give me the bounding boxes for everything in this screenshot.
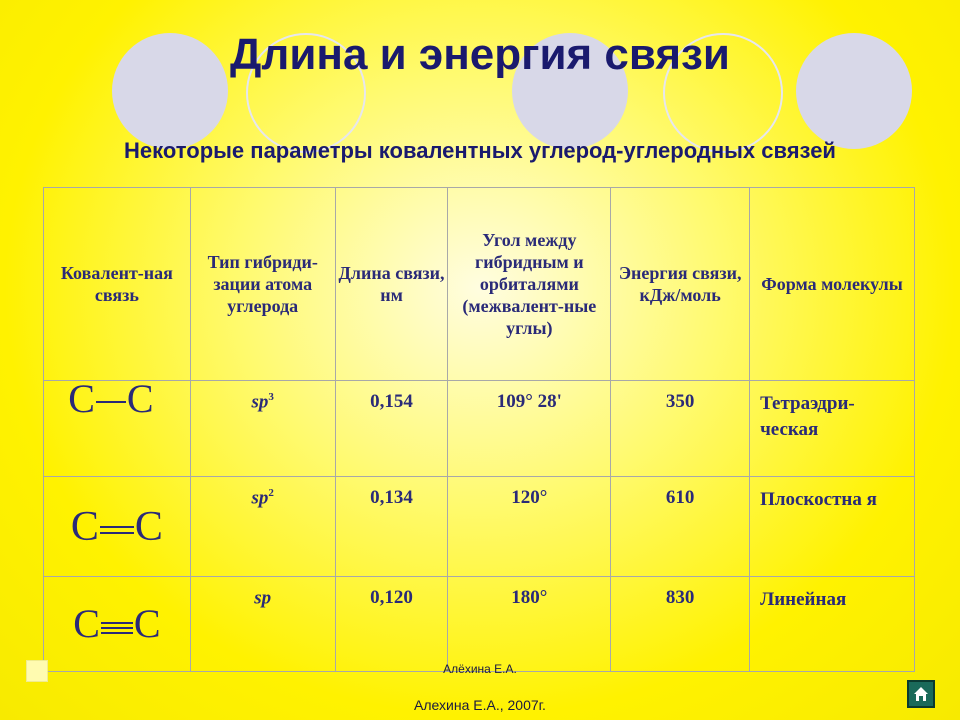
atom-right: C [133, 601, 161, 646]
header-length: Длина связи, нм [335, 188, 448, 381]
shape-cell: Тетраэдри-ческая [750, 381, 915, 477]
slide-subtitle: Некоторые параметры ковалентных углерод-углеродных связей [124, 138, 836, 163]
double-bond-icon [99, 520, 135, 540]
triple-bond-icon [100, 618, 134, 638]
atom-left: C [68, 375, 95, 421]
energy-cell: 610 [611, 477, 750, 577]
author-small: Алёхина Е.А. [443, 662, 517, 676]
slide-title: Длина и энергия связи [230, 30, 730, 79]
bond-cell [44, 375, 191, 477]
bond-parameters-table [43, 187, 915, 672]
bond-cell [44, 577, 191, 672]
shape-cell: Плоскостна я [750, 477, 915, 577]
hybrid-sup: 2 [268, 487, 274, 499]
hybridization-cell [190, 577, 335, 672]
table-row [44, 577, 915, 672]
length-cell: 0,134 [335, 477, 448, 577]
double-bond-formula [70, 503, 163, 550]
header-energy: Энергия связи, кДж/моль [611, 188, 750, 381]
hybridization-cell [190, 477, 335, 577]
angle-cell: 109° 28' [448, 381, 611, 477]
angle-cell: 120° [448, 477, 611, 577]
atom-right: C [126, 375, 154, 421]
atom-left: C [70, 503, 99, 550]
home-button[interactable] [907, 680, 935, 708]
single-bond-formula [68, 375, 154, 421]
author-year: Алехина Е.А., 2007г. [414, 697, 546, 713]
hybrid-sup: 3 [268, 391, 274, 403]
energy-cell: 350 [611, 381, 750, 477]
shape-cell: Линейная [750, 577, 915, 672]
table-row [44, 381, 915, 477]
angle-cell: 180° [448, 577, 611, 672]
atom-right: C [134, 503, 163, 550]
home-icon [912, 685, 930, 703]
length-cell: 0,154 [335, 381, 448, 477]
bond-cell [44, 477, 191, 577]
table-row [44, 477, 915, 577]
hybrid-base: sp [254, 587, 272, 609]
header-bond: Ковалент-ная связь [44, 188, 191, 381]
hybridization-cell [190, 381, 335, 477]
header-angle: Угол между гибридным и орбиталями (межвалент-ные углы) [448, 188, 611, 381]
header-hybridization: Тип гибриди-зации атома углерода [190, 188, 335, 381]
atom-left: C [73, 601, 100, 646]
hybrid-base: sp [251, 391, 269, 413]
header-shape: Форма молекулы [750, 188, 915, 381]
energy-cell: 830 [611, 577, 750, 672]
hybrid-base: sp [251, 487, 269, 509]
triple-bond-formula [73, 601, 161, 646]
table-header-row [44, 188, 915, 381]
single-bond-icon [95, 392, 127, 412]
length-cell: 0,120 [335, 577, 448, 672]
